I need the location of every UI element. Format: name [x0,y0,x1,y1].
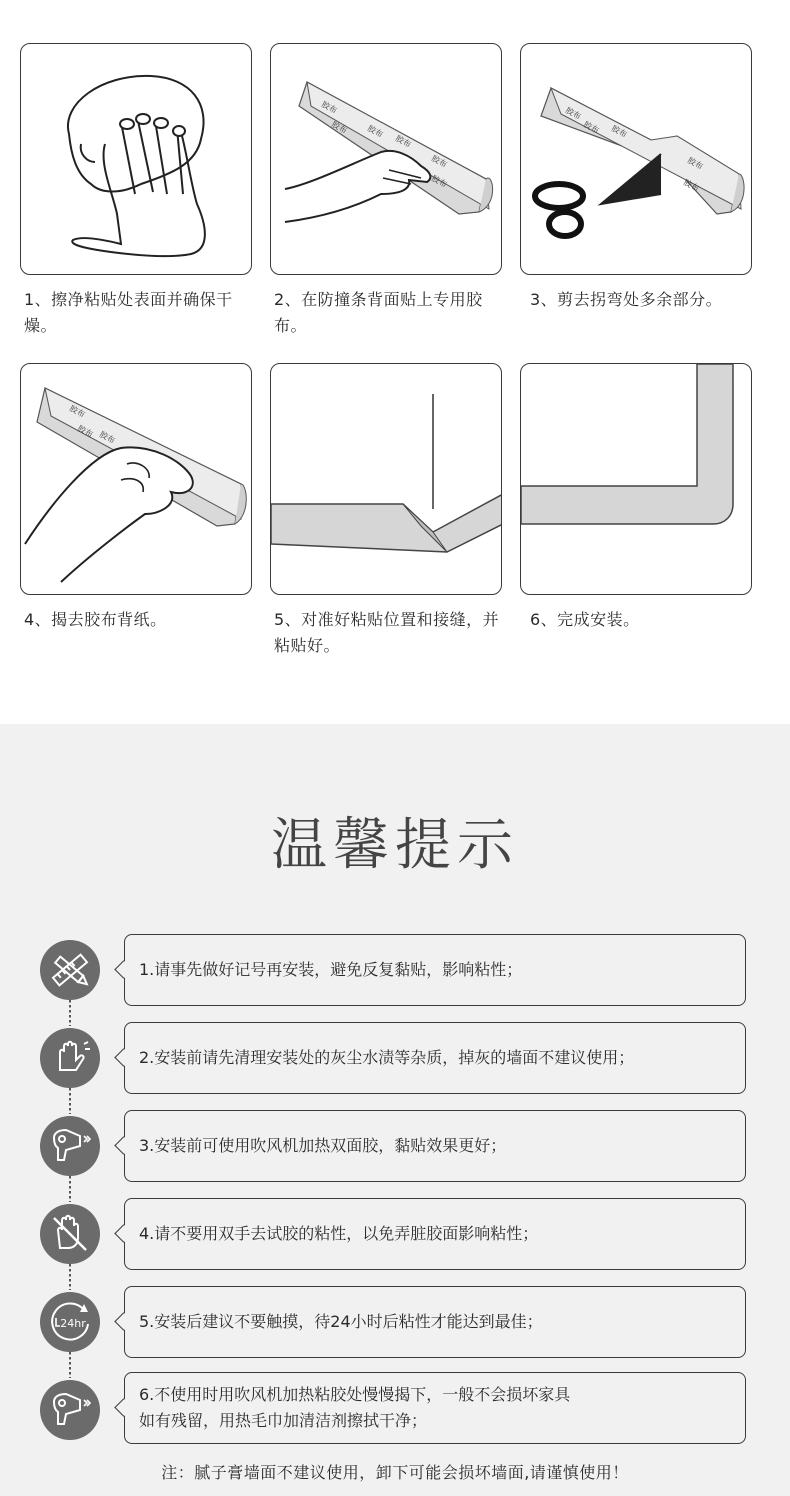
svg-text:胶布: 胶布 [330,119,349,136]
svg-text:胶布: 胶布 [76,423,95,440]
tips-title: 温馨提示 [271,813,519,878]
ruler-pencil-icon [40,940,100,1000]
footnote: 注：腻子膏墙面不建议使用，卸下可能会损坏墙面,请谨慎使用！ [161,1463,629,1482]
step-4-text: 4、揭去胶布背纸。 [24,610,167,629]
no-touch-hand-icon [40,1204,100,1264]
tip-text: 1.请事先做好记号再安装，避免反复黏贴，影响粘性； [139,960,523,979]
peeling-tape-icon [21,364,252,595]
tip-text: 如有残留，用热毛巾加清洁剂擦拭干净； [139,1411,428,1430]
tape-strip-icon [271,44,502,275]
tip-text: 3.安装前可使用吹风机加热双面胶，黏贴效果更好； [139,1136,507,1155]
svg-text:胶布: 胶布 [682,177,701,194]
step-2-illustration [270,43,502,275]
step-6-text: 6、完成安装。 [530,610,640,629]
tip-2 [124,1022,746,1094]
svg-text:24hr: 24hr [60,1317,86,1330]
hair-dryer-icon [40,1380,100,1440]
connector-dots [69,1000,71,1026]
tip-3 [124,1110,746,1182]
cleaning-hand-icon [40,1028,100,1088]
finished-frame-icon [521,364,752,595]
step-1-illustration [20,43,252,275]
step-4-illustration [20,363,252,595]
tip-1 [124,934,746,1006]
step-5-illustration [270,363,502,595]
wiping-hand-icon [21,44,252,275]
connector-dots [69,1176,71,1202]
corner-joint-icon [271,364,502,595]
svg-text:胶布: 胶布 [68,403,87,420]
step-3-text: 3、剪去拐弯处多余部分。 [530,290,723,309]
svg-text:胶布: 胶布 [430,153,449,170]
svg-text:胶布: 胶布 [366,123,385,140]
svg-text:胶布: 胶布 [320,99,339,116]
connector-dots [69,1264,71,1290]
tip-6 [124,1372,746,1444]
tip-text: 5.安装后建议不要触摸，待24小时后粘性才能达到最佳； [139,1312,543,1331]
tip-text: 2.安装前请先清理安装处的灰尘水渍等杂质，掉灰的墙面不建议使用； [139,1048,635,1067]
24hr-clock-icon [40,1292,100,1352]
step-6-illustration [520,363,752,595]
scissors-icon [521,44,752,275]
connector-dots [69,1352,71,1378]
svg-text:胶布: 胶布 [98,429,117,446]
tip-5 [124,1286,746,1358]
svg-text:胶布: 胶布 [564,105,583,122]
tip-text: 4.请不要用双手去试胶的粘性，以免弄脏胶面影响粘性； [139,1224,539,1243]
step-1-text: 1、擦净粘贴处表面并确保干燥。 [24,290,233,335]
tip-4 [124,1198,746,1270]
tip-text: 6.不使用时用吹风机加热粘胶处慢慢揭下，一般不会损坏家具 [139,1385,571,1404]
step-3-illustration [520,43,752,275]
svg-text:胶布: 胶布 [582,119,601,136]
step-2-text: 2、在防撞条背面贴上专用胶布。 [274,290,483,335]
connector-dots [69,1088,71,1114]
svg-text:胶布: 胶布 [430,173,449,190]
svg-text:胶布: 胶布 [686,155,705,172]
step-5-text: 5、对准好粘贴位置和接缝，并粘贴好。 [274,610,500,655]
svg-text:胶布: 胶布 [394,133,413,150]
hair-dryer-icon [40,1116,100,1176]
svg-text:胶布: 胶布 [610,123,629,140]
